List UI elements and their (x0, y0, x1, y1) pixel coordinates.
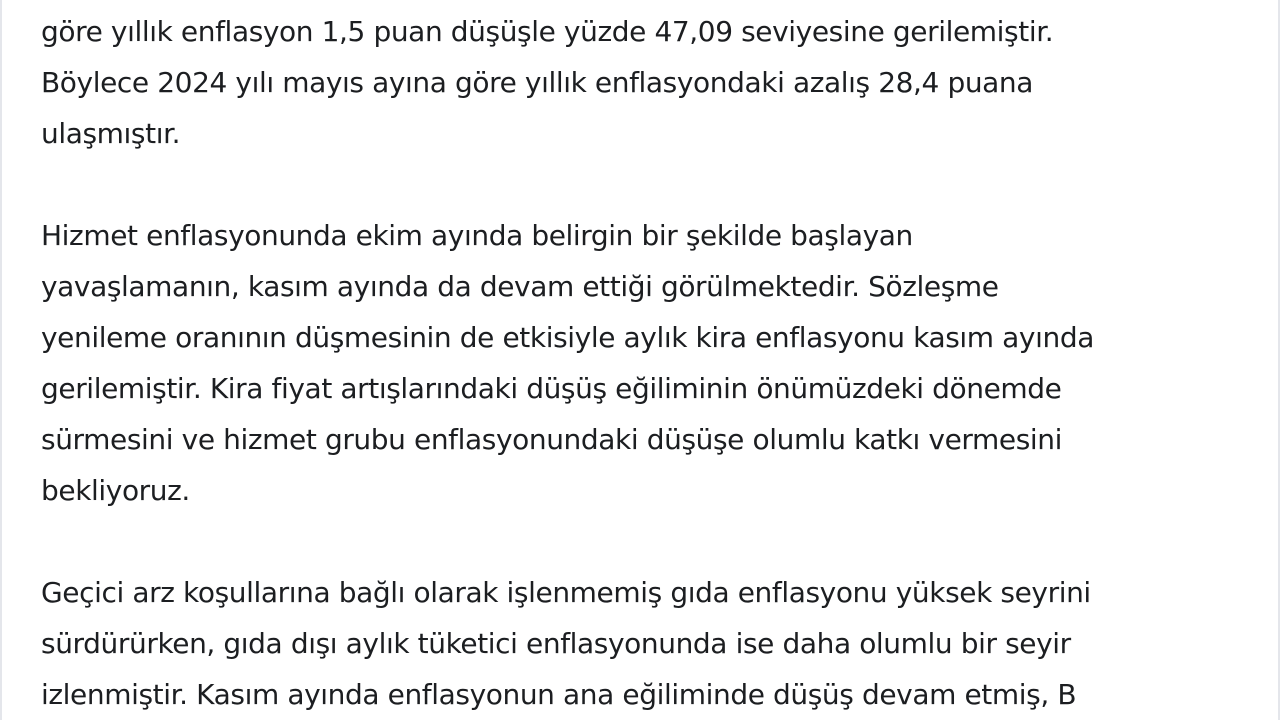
text-line: Hizmet enflasyonunda ekim ayında belirgin bir şekilde başlayan (41, 219, 913, 252)
text-line: göre yıllık enflasyon 1,5 puan düşüşle yüzde 47,09 seviyesine gerilemiştir. (41, 15, 1054, 48)
text-line: sürmesini ve hizmet grubu enflasyonundaki düşüşe olumlu katkı vermesini (41, 423, 1063, 456)
text-line: Geçici arz koşullarına bağlı olarak işlenmemiş gıda enflasyonu yüksek seyrini (41, 576, 1091, 609)
text-line: yavaşlamanın, kasım ayında da devam ettiği görülmektedir. Sözleşme (41, 270, 999, 303)
text-line: sürdürürken, gıda dışı aylık tüketici enflasyonunda ise daha olumlu bir seyir (41, 627, 1071, 660)
text-line: gerilemiştir. Kira fiyat artışlarındaki düşüş eğiliminin önümüzdeki dönemde (41, 372, 1062, 405)
text-line: Böylece 2024 yılı mayıs ayına göre yıllık enflasyondaki azalış 28,4 puana (41, 66, 1034, 99)
text-line: ulaşmıştır. (41, 117, 181, 150)
text-line: bekliyoruz. (41, 474, 190, 507)
text-line: yenileme oranının düşmesinin de etkisiyle aylık kira enflasyonu kasım ayında (41, 321, 1094, 354)
text-line: izlenmiştir. Kasım ayında enflasyonun ana eğiliminde düşüş devam etmiş, B (41, 678, 1077, 711)
